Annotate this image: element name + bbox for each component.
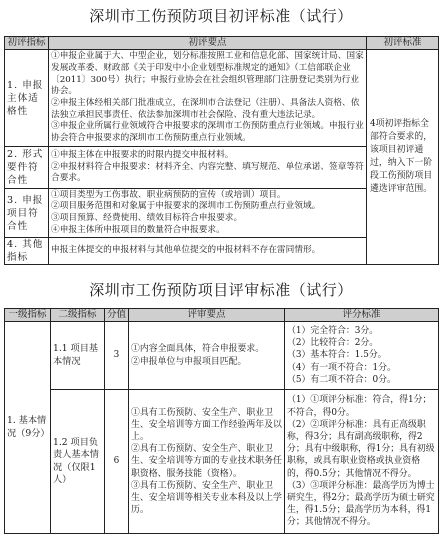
point-text: ②具有工伤预防、安全生产、职业卫生、安全培训等方面的专业技术职务任职资格、服务技能（资格）。 — [131, 444, 282, 479]
level2-cell: 1.2 项目负责人基本情况（仅限1人） — [51, 390, 105, 534]
header-standard: 评分标准 — [285, 309, 439, 322]
points-cell — [129, 322, 285, 390]
header-standard: 初评标准 — [367, 37, 439, 50]
table-header-row — [5, 37, 439, 50]
points-cell — [129, 390, 285, 534]
header-points: 评审要点 — [129, 309, 285, 322]
point-text: ③申报企业所属行业领域符合申报要求的深圳市工伤预防重点行业领域。申报行业协会符合申报要求的深圳市工伤预防重点行业领域。 — [51, 121, 364, 144]
point-text: ③具有工伤预防、安全生产、职业卫生、安全培训等相关专业本科及以上学历。 — [131, 480, 282, 516]
points-cell — [49, 50, 367, 147]
standard-cell — [285, 322, 439, 390]
point-text: ①具有工伤预防、安全生产、职业卫生、安全培训等方面工作经验两年及以上。 — [131, 407, 282, 442]
table-row — [5, 390, 439, 534]
standard-text: （4）有一项不符合：1分。 — [287, 362, 396, 373]
points-cell — [49, 189, 367, 238]
point-text: ①内容全面具体，符合申报要求。 — [131, 344, 265, 355]
point-text: ②申报主体经相关部门批准成立，在深圳市合法登记（注册）、具备法人资格、依法独立承担民事责任、依法参加深圳市社会保险、没有重大违法记录。 — [51, 98, 360, 120]
point-text: ④申报主体所申报项目的数量符合申报要求。 — [51, 224, 225, 235]
point-text: ①申报主体在申报要求的时限内提交申报材料。 — [51, 149, 234, 160]
standard-text: （1）①项评分标准：符合，得1分；不符合，得0分。 — [287, 395, 432, 418]
indicator-cell: 1. 申报主体适格性 — [5, 50, 49, 147]
standard-cell: 4项初评指标全部符合要求的，该项目初评通过，纳入下一阶段工伤预防项目遴选评审范围。 — [367, 50, 439, 265]
initial-review-table — [4, 36, 439, 265]
header-indicator: 初评指标 — [5, 37, 49, 50]
page-title-review: 深圳市工伤预防项目评审标准（试行） — [89, 281, 353, 299]
standard-text: （5）有二项不符合：0分。 — [287, 374, 396, 385]
standard-text: （3）③项评分标准：最高学历为博士研究生，得2分；最高学历为硕士研究生，得1.5分；最高学历为本科，得1分；其他情况不得分。 — [287, 480, 435, 528]
indicator-cell: 2. 形式要件符合性 — [5, 147, 49, 189]
point-text: 申报主体提交的申报材料与其他单位提交的申报材料不存在雷同情形。 — [51, 245, 321, 256]
indicator-cell: 3. 申报项目符合性 — [5, 189, 49, 238]
point-text: ③项目预算、经费使用、绩效目标符合申报要求。 — [51, 213, 243, 223]
standard-text: （2）②项评分标准：具有正高级职称，得3分；具有副高级职称，得2分；具有中级职称，得1分；具有初级职称，或具有职业资格或执业资格的，得0.5分；其他情况不得分。 — [287, 419, 435, 479]
header-points: 初评要点 — [49, 37, 367, 50]
table-header-row — [5, 309, 439, 322]
table-row — [5, 322, 439, 390]
point-text: ②项目服务范围和对象属于申报要求的深圳市工伤预防重点行业领域。 — [51, 201, 321, 212]
header-score: 分值 — [105, 309, 129, 322]
review-table — [4, 308, 439, 534]
standard-text: （3）基本符合：1.5分。 — [287, 350, 387, 361]
header-level2: 二级指标 — [51, 309, 105, 322]
points-cell — [49, 147, 367, 189]
points-cell — [49, 238, 367, 265]
indicator-cell: 4. 其他指标 — [5, 238, 49, 265]
standard-text: （1）完全符合：3分。 — [287, 325, 379, 336]
level1-cell: 1. 基本情况（9分） — [5, 322, 51, 534]
point-text: ①项目类型为工伤事故、职业病预防的宣传（或培训）项目。 — [51, 189, 286, 200]
page-title-initial-review: 深圳市工伤预防项目初评标准（试行） — [89, 7, 353, 25]
score-cell: 6 — [105, 390, 129, 534]
table-row — [5, 50, 439, 147]
standard-text: （2）比较符合：2分。 — [287, 338, 379, 349]
point-text: ②申报单位与申报项目匹配。 — [131, 356, 247, 367]
header-level1: 一级指标 — [5, 309, 51, 322]
point-text: ②申报材料符合申报要求：材料齐全、内容完整、填写规范、单位承诺、签章等符合要求。 — [51, 161, 364, 184]
level2-cell: 1.1 项目基本情况 — [51, 322, 105, 390]
standard-cell — [285, 390, 439, 534]
score-cell: 3 — [105, 322, 129, 390]
point-text: ①申报企业属于大、中型企业，划分标准按照工业和信息化部、国家统计局、国家发展改革委、财政部《关于印发中小企业划型标准规定的通知》（工信部联企业〔2011〕300号）执行；申报行业协会在社会组织管理部门注册登记类别为行业协会。 — [51, 51, 364, 97]
